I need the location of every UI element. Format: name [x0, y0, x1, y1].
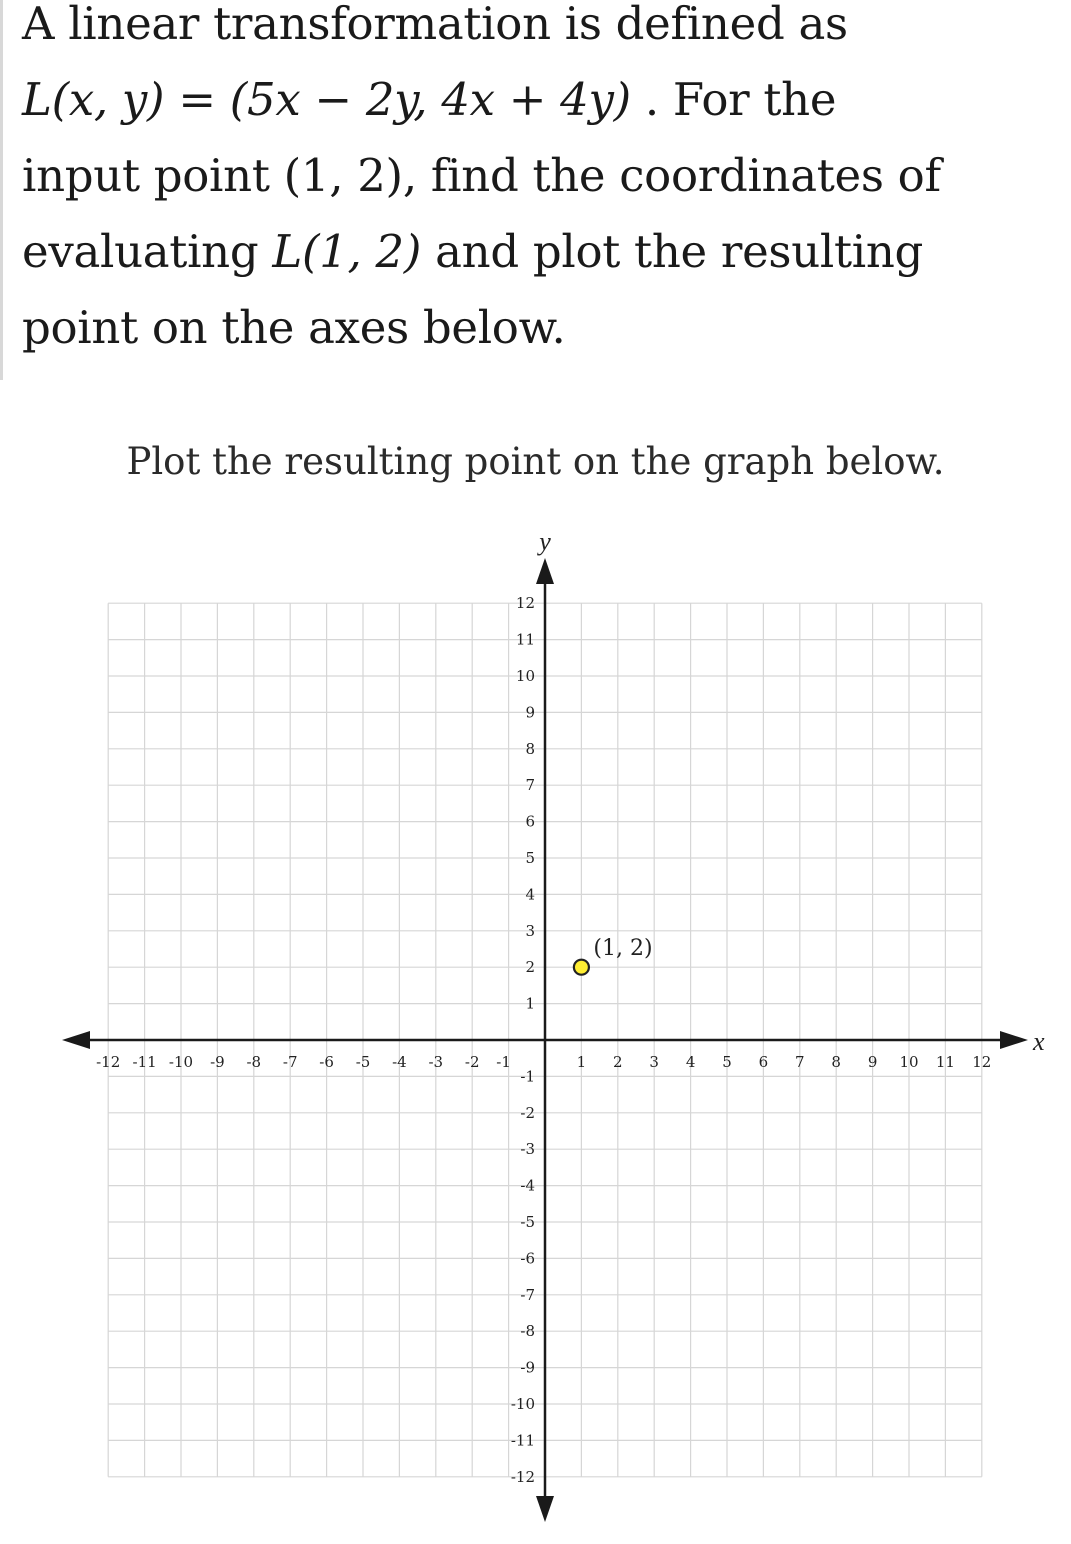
eval-expression: L(1, 2)	[272, 225, 422, 278]
y-tick-label: 5	[525, 849, 535, 867]
x-tick-label: 5	[722, 1053, 732, 1071]
x-tick-label: 3	[649, 1053, 659, 1071]
y-tick-label: 4	[525, 885, 535, 904]
x-axis-label: x	[1033, 1027, 1045, 1056]
plotted-point[interactable]	[574, 960, 589, 975]
question-intro: A linear transformation is defined as	[22, 0, 848, 50]
y-tick-label: -1	[520, 1067, 535, 1086]
y-tick-label: 6	[525, 812, 535, 831]
x-tick-label: 6	[758, 1053, 769, 1071]
y-tick-label: -9	[520, 1358, 535, 1377]
x-tick-label: -11	[132, 1053, 157, 1071]
line5: point on the axes below.	[22, 301, 566, 354]
x-tick-label: 9	[867, 1053, 878, 1071]
x-tick-label: -4	[392, 1053, 407, 1071]
x-tick-label: -2	[464, 1053, 480, 1071]
y-axis-label: y	[539, 527, 551, 556]
axes	[62, 558, 1028, 1522]
y-tick-label: -6	[520, 1249, 535, 1268]
y-tick-label: -11	[510, 1431, 535, 1450]
x-tick-label: 1	[576, 1053, 587, 1071]
x-tick-label: -1	[496, 1053, 511, 1071]
x-axis-left-arrow	[62, 1031, 90, 1049]
x-tick-label: -9	[210, 1053, 225, 1071]
line3-start: input point	[22, 149, 270, 202]
x-tick-label: 2	[613, 1053, 623, 1071]
plot-instruction: Plot the resulting point on the graph below.	[126, 440, 945, 483]
y-tick-label: -12	[510, 1467, 535, 1486]
input-point: (1, 2)	[283, 149, 403, 202]
y-tick-label: -4	[520, 1176, 535, 1195]
x-tick-label: 7	[795, 1053, 805, 1071]
y-tick-label: 3	[525, 921, 535, 940]
y-tick-label: 11	[515, 630, 535, 649]
y-tick-label: -10	[510, 1395, 535, 1413]
y-tick-label: 8	[525, 739, 535, 758]
x-axis-right-arrow	[1000, 1031, 1028, 1049]
x-tick-label: 8	[831, 1053, 841, 1071]
x-tick-label: -5	[355, 1053, 371, 1071]
y-tick-label: 2	[525, 958, 535, 977]
x-tick-label: 4	[685, 1053, 696, 1071]
x-tick-label: 10	[899, 1053, 919, 1071]
y-tick-label: 7	[525, 776, 535, 795]
x-tick-label: -8	[246, 1053, 262, 1071]
y-axis-down-arrow	[536, 1496, 554, 1522]
x-tick-label: 12	[972, 1053, 992, 1071]
y-tick-label: -5	[520, 1213, 535, 1231]
x-tick-label: -10	[168, 1053, 194, 1071]
y-tick-label: 9	[525, 703, 535, 722]
line2-tail: . For the	[644, 73, 837, 126]
y-axis-up-arrow	[536, 558, 554, 584]
y-tick-label: -7	[520, 1285, 535, 1304]
y-tick-label: -3	[520, 1140, 535, 1159]
line4-start: evaluating	[22, 225, 259, 278]
line3-end: , find the coordinates of	[402, 149, 941, 202]
y-tick-label: -2	[520, 1103, 535, 1122]
x-tick-label: -7	[282, 1053, 298, 1071]
x-tick-label: 11	[935, 1053, 955, 1071]
x-tick-label: -12	[96, 1053, 121, 1071]
plotted-point-group[interactable]	[574, 936, 653, 975]
equals-sign: =	[178, 73, 216, 126]
x-tick-labels	[96, 1053, 991, 1071]
x-tick-label: -3	[428, 1053, 444, 1071]
y-tick-label: -8	[520, 1322, 535, 1341]
y-tick-label: 12	[515, 594, 535, 613]
line4-end: and plot the resulting	[435, 225, 924, 278]
y-tick-label: 1	[525, 994, 535, 1013]
function-rhs: (5x − 2y, 4x + 4y)	[229, 73, 631, 126]
plotted-point-label: (1, 2)	[593, 936, 653, 962]
y-tick-label: 10	[515, 667, 535, 685]
x-tick-label: -6	[319, 1053, 334, 1071]
function-lhs: L(x, y)	[22, 73, 165, 126]
